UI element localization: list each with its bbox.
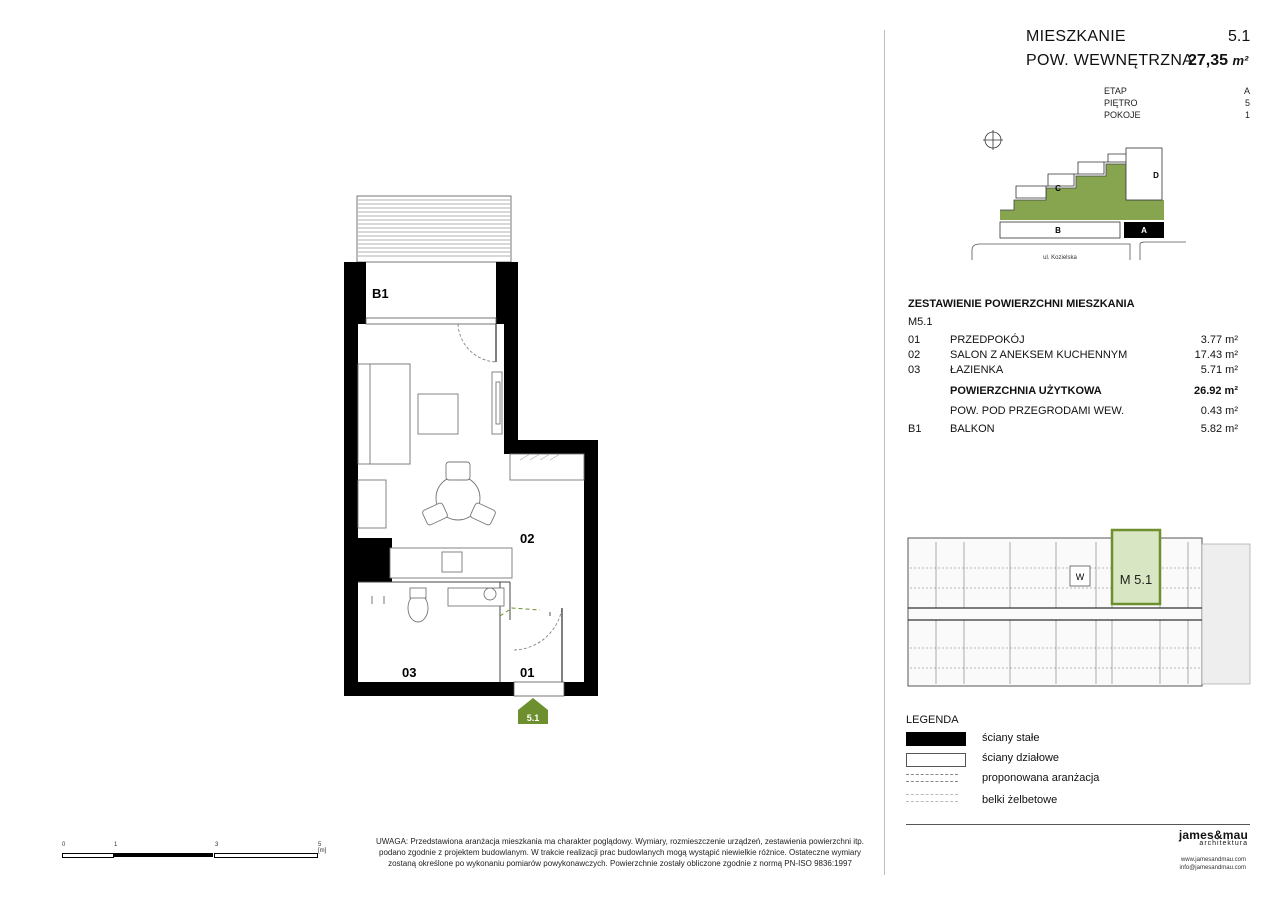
room-label-02: 02 xyxy=(520,531,535,546)
scale-bar: 0 1 3 5 [m] xyxy=(62,842,318,858)
brand-logo: james&mau architektura xyxy=(1178,828,1248,847)
website-link[interactable]: www.jamesandmau.com xyxy=(1180,857,1246,863)
balcony xyxy=(357,196,511,262)
apartment-value: 5.1 xyxy=(1228,28,1251,45)
brand-contacts xyxy=(1150,856,1246,872)
legend-label-arrangement: proponowana aranżacja xyxy=(982,772,1100,784)
svg-text:ul. Kozielska: ul. Kozielska xyxy=(1043,255,1077,261)
table-row: 02 SALON Z ANEKSEM KUCHENNYM 17.43 m² xyxy=(908,349,1238,361)
floor-plan xyxy=(330,190,620,730)
room-label-01: 01 xyxy=(520,665,535,680)
rooms-table xyxy=(908,334,1238,438)
table-row-partition: POW. POD PRZEGRODAMI WEW. 0.43 m² xyxy=(950,405,1238,417)
email-link[interactable]: info@jamesandmau.com xyxy=(1179,865,1246,871)
table-row: 01 PRZEDPOKÓJ 3.77 m² xyxy=(908,334,1238,346)
summary-title: ZESTAWIENIE POWIERZCHNI MIESZKANIA xyxy=(908,298,1135,310)
svg-text:5.1: 5.1 xyxy=(526,713,540,723)
entrance-tag xyxy=(518,698,548,724)
table-row-balcony: B1 BALKON 5.82 m² xyxy=(908,423,1238,435)
legend-swatch-beams xyxy=(906,794,958,802)
area-value: 27,35 m² xyxy=(1188,52,1249,69)
unit-code: M5.1 xyxy=(908,316,933,328)
legend-title: LEGENDA xyxy=(906,714,959,726)
disclaimer-note: UWAGA: Przedstawiona aranżacja mieszkania ma charakter poglądowy. Wymiary, rozmieszczenie urządzeń, zestawienia powierzchni itp. podano zgodnie z projektem budowlanym. W trakcie realizacji prac budowlanych mogą wystąpić niewielkie różnice. Ostateczne wymiary zostaną określone po wykonaniu pomiarów powykonawczych. Powierzchnie zostały obliczone zgodnie z normą PN-ISO 9836:1997 xyxy=(376,837,864,868)
stair-label: W xyxy=(1075,572,1085,582)
key-unit-label: M 5.1 xyxy=(1119,572,1153,587)
legend-swatch-arrangement xyxy=(906,774,958,782)
vertical-divider xyxy=(884,30,885,875)
legend-swatch-solid xyxy=(906,732,966,746)
legend-label-solid: ściany stałe xyxy=(982,732,1040,744)
footer-rule xyxy=(906,824,1250,825)
legend-label-beams: belki żelbetowe xyxy=(982,794,1058,806)
legend-label-partition: ściany działowe xyxy=(982,752,1060,764)
compass-icon xyxy=(983,130,1003,150)
svg-text:D: D xyxy=(1153,171,1159,180)
room-label-b1: B1 xyxy=(372,286,389,301)
details-list: ETAP A PIĘTRO 5 POKOJE 1 xyxy=(1104,86,1250,120)
area-label: POW. WEWNĘTRZNA xyxy=(1026,52,1194,69)
table-row-usable: POWIERZCHNIA UŻYTKOWA 26.92 m² xyxy=(950,385,1238,397)
room-label-03: 03 xyxy=(402,665,417,680)
svg-text:B: B xyxy=(1055,226,1061,235)
table-row: 03 ŁAZIENKA 5.71 m² xyxy=(908,364,1238,376)
site-plan xyxy=(970,128,1200,268)
key-plan xyxy=(906,528,1252,690)
svg-text:C: C xyxy=(1055,184,1061,193)
svg-text:A: A xyxy=(1141,226,1147,235)
furniture xyxy=(358,364,584,622)
legend-swatch-partition xyxy=(906,753,966,767)
apartment-label: MIESZKANIE xyxy=(1026,28,1126,45)
